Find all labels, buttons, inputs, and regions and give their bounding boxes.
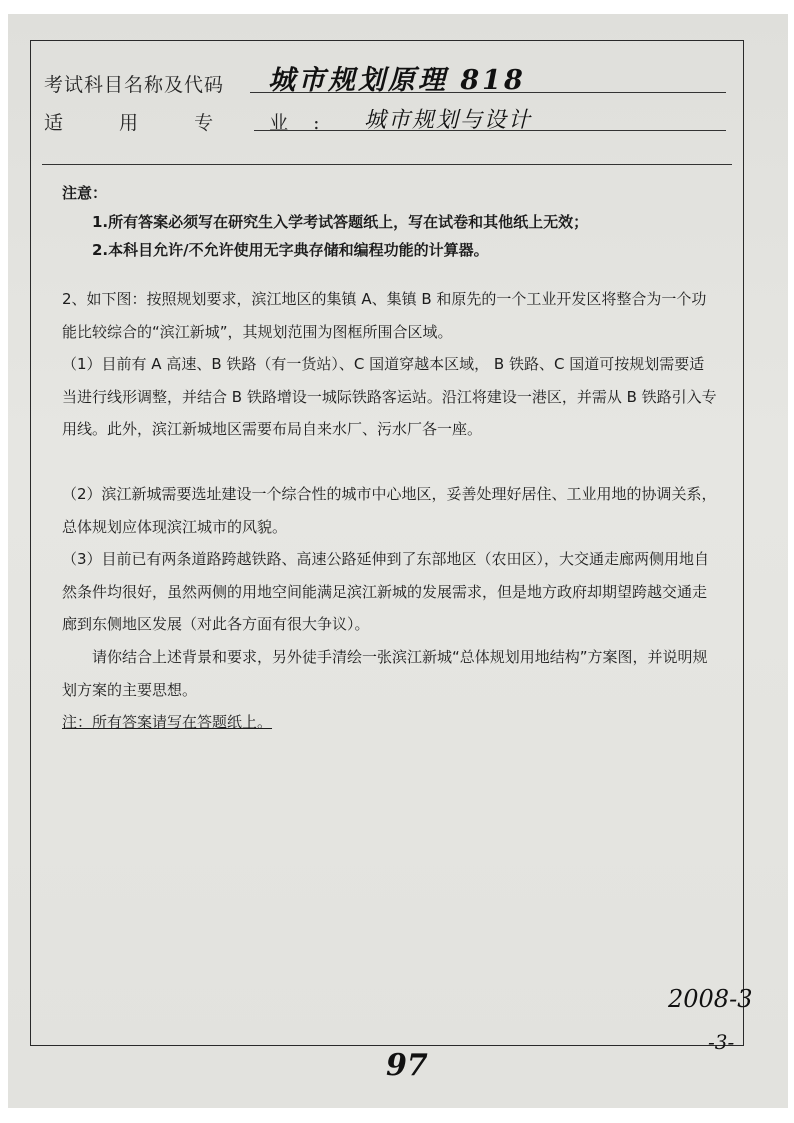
notice-item-2: 2.本科目允许/不允许使用无字典存储和编程功能的计算器。	[92, 241, 489, 259]
sheet-page-mark: -3-	[708, 1030, 735, 1054]
answer-note: 注：所有答案请写在答题纸上。	[62, 713, 273, 731]
question-paragraph-3: （3）目前已有两条道路跨越铁路、高速公路延伸到了东部地区（农田区），大交通走廊两侧用地自然条件均很好，虽然两侧的用地空间能满足滨江新城的发展需求，但是地方政府却期望跨越交通走廊到东侧地区发展（对此各方面有很大争议）。	[62, 550, 710, 633]
subject-value-handwritten: 城市规划原理 818	[268, 65, 526, 96]
question-paragraph-1: （1）目前有 A 高速、B 铁路（有一货站）、C 国道穿越本区域， B 铁路、C 国道可按规划需要适当进行线形调整，并结合 B 铁路增设一城际铁路客运站。沿江将建设一港区，并需从 B 铁路引入专用线。此外，滨江新城地区需要布局自来水厂、污水厂各一座。	[62, 355, 717, 438]
question-paragraph-2: （2）滨江新城需要选址建设一个综合性的城市中心地区，妥善处理好居住、工业用地的协调关系，总体规划应体现滨江城市的风貌。	[62, 485, 717, 536]
major-underline	[254, 130, 726, 131]
header-divider	[42, 164, 732, 165]
question-request: 请你结合上述背景和要求，另外徒手清绘一张滨江新城“总体规划用地结构”方案图，并说明规划方案的主要思想。	[62, 648, 708, 699]
notice-title: 注意：	[62, 184, 108, 202]
major-label: 适 用 专 业:	[44, 112, 345, 134]
major-value-handwritten: 城市规划与设计	[364, 108, 533, 133]
page-number-handwritten: 97	[386, 1048, 428, 1083]
question-intro: 2、如下图：按照规划要求，滨江地区的集镇 A、集镇 B 和原先的一个工业开发区将整合为一个功能比较综合的“滨江新城”，其规划范围为图框所围合区域。	[62, 290, 707, 341]
date-mark-handwritten: 2008-3	[668, 985, 753, 1013]
subject-underline	[250, 92, 726, 93]
subject-label: 考试科目名称及代码	[44, 74, 225, 96]
notice-item-1: 1.所有答案必须写在研究生入学考试答题纸上，写在试卷和其他纸上无效；	[92, 213, 589, 231]
